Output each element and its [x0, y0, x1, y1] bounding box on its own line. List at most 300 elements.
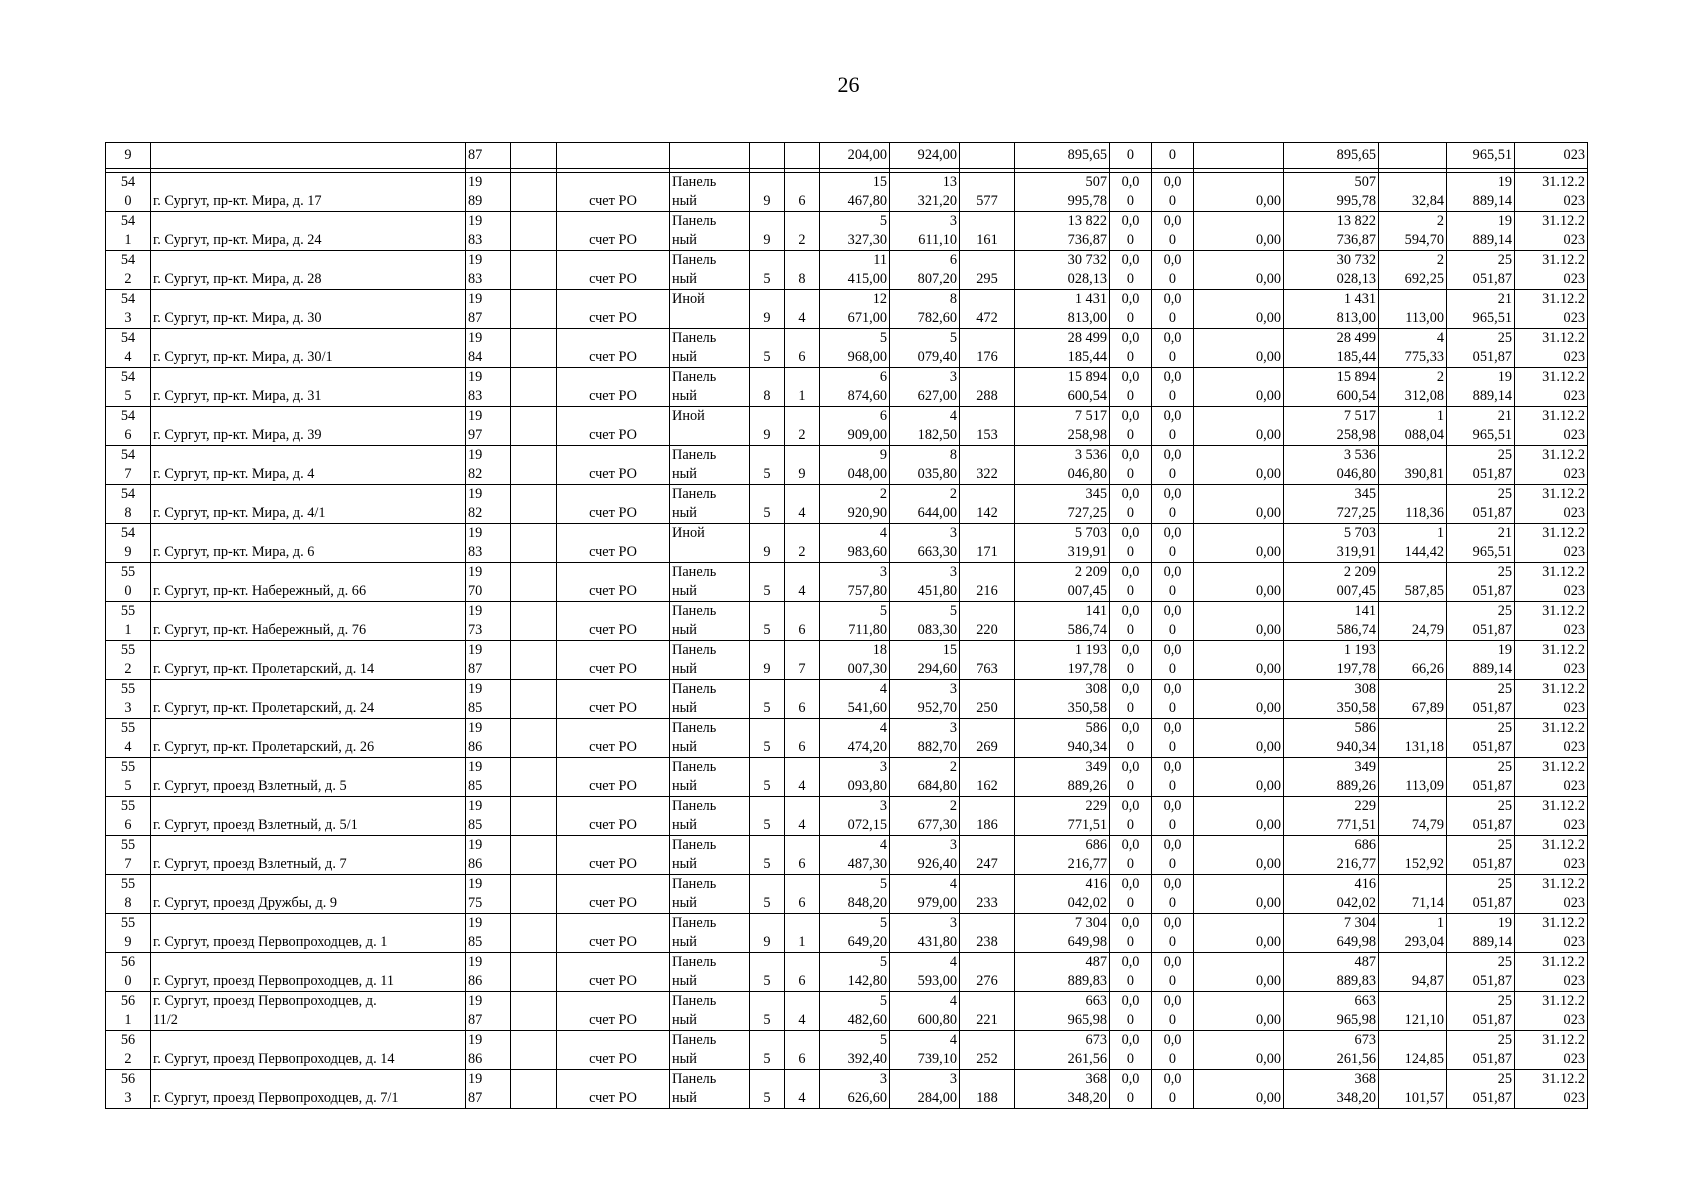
cell-residents: 269 [960, 719, 1015, 758]
cell-cost-a: 0,0 0 [1110, 992, 1152, 1031]
cell-cost-b: 0,0 0 [1152, 602, 1194, 641]
cell-fund-method: счет РО [557, 329, 670, 368]
cell-total-area: 12 671,00 [820, 290, 890, 329]
cell-fund-method: счет РО [557, 563, 670, 602]
cell-total-area: 3 757,80 [820, 563, 890, 602]
cell-total-cost: 686 216,77 [1015, 836, 1110, 875]
cell-col-empty [511, 602, 557, 641]
table-row [106, 563, 1588, 602]
cell-living-area: 4 600,80 [890, 992, 960, 1031]
cell-max-unit-cost: 25 051,87 [1447, 602, 1515, 641]
cell-living-area: 924,00 [890, 143, 960, 169]
cell-residents: 220 [960, 602, 1015, 641]
cell-col-empty [511, 641, 557, 680]
cell-year-built: 19 83 [466, 212, 511, 251]
cell-deadline: 31.12.2 023 [1515, 407, 1588, 446]
table-row [106, 758, 1588, 797]
cell-residents: 233 [960, 875, 1015, 914]
cell-wall-material: Панель ный [670, 836, 750, 875]
table-body [106, 143, 1588, 1109]
cell-cost-b: 0 [1152, 143, 1194, 169]
cell-year-built: 19 86 [466, 953, 511, 992]
cell-row-number: 54 8 [106, 485, 151, 524]
table-row [106, 1070, 1588, 1109]
cell-fund-method: счет РО [557, 485, 670, 524]
table-row [106, 602, 1588, 641]
cell-entrances: 8 [785, 251, 820, 290]
cell-max-unit-cost: 25 051,87 [1447, 992, 1515, 1031]
cell-row-number: 55 9 [106, 914, 151, 953]
cell-total-cost: 13 822 736,87 [1015, 212, 1110, 251]
cell-total-cost: 5 703 319,91 [1015, 524, 1110, 563]
cell-entrances: 7 [785, 641, 820, 680]
cell-fund-method: счет РО [557, 758, 670, 797]
cell-cost-total: 308 350,58 [1284, 680, 1379, 719]
table-row [106, 173, 1588, 212]
cell-deadline: 31.12.2 023 [1515, 992, 1588, 1031]
cell-cost-total: 13 822 736,87 [1284, 212, 1379, 251]
cell-cost-a: 0,0 0 [1110, 758, 1152, 797]
cell-cost-c: 0,00 [1194, 875, 1284, 914]
cell-residents: 176 [960, 329, 1015, 368]
cell-deadline: 31.12.2 023 [1515, 602, 1588, 641]
cell-cost-total: 895,65 [1284, 143, 1379, 169]
cell-total-cost: 308 350,58 [1015, 680, 1110, 719]
cell-col-empty [511, 680, 557, 719]
cell-address: г. Сургут, пр-кт. Пролетарский, д. 26 [151, 719, 466, 758]
cell-address: г. Сургут, пр-кт. Мира, д. 28 [151, 251, 466, 290]
cell-cost-c [1194, 143, 1284, 169]
table-row [106, 329, 1588, 368]
cell-cost-b: 0,0 0 [1152, 290, 1194, 329]
cell-max-unit-cost: 25 051,87 [1447, 836, 1515, 875]
cell-unit-cost: 24,79 [1379, 602, 1447, 641]
cell-address: г. Сургут, пр-кт. Пролетарский, д. 14 [151, 641, 466, 680]
cell-fund-method: счет РО [557, 797, 670, 836]
cell-deadline: 31.12.2 023 [1515, 251, 1588, 290]
cell-fund-method: счет РО [557, 173, 670, 212]
cell-unit-cost: 67,89 [1379, 680, 1447, 719]
table-row [106, 641, 1588, 680]
cell-entrances: 9 [785, 446, 820, 485]
cell-address: г. Сургут, проезд Дружбы, д. 9 [151, 875, 466, 914]
cell-cost-total: 7 517 258,98 [1284, 407, 1379, 446]
table-row [106, 953, 1588, 992]
cell-entrances: 6 [785, 173, 820, 212]
cell-living-area: 3 663,30 [890, 524, 960, 563]
table-row [106, 992, 1588, 1031]
cell-cost-total: 368 348,20 [1284, 1070, 1379, 1109]
cell-deadline: 31.12.2 023 [1515, 563, 1588, 602]
cell-row-number: 55 2 [106, 641, 151, 680]
cell-deadline: 31.12.2 023 [1515, 368, 1588, 407]
cell-cost-a: 0,0 0 [1110, 407, 1152, 446]
cell-year-built: 19 85 [466, 914, 511, 953]
cell-year-built: 19 70 [466, 563, 511, 602]
cell-residents: 247 [960, 836, 1015, 875]
cell-cost-b: 0,0 0 [1152, 407, 1194, 446]
cell-year-built: 19 87 [466, 290, 511, 329]
cell-wall-material: Иной [670, 290, 750, 329]
cell-cost-a: 0,0 0 [1110, 485, 1152, 524]
cell-col-empty [511, 758, 557, 797]
cell-unit-cost: 94,87 [1379, 953, 1447, 992]
cell-fund-method: счет РО [557, 992, 670, 1031]
cell-entrances: 4 [785, 485, 820, 524]
cell-residents: 142 [960, 485, 1015, 524]
cell-cost-total: 349 889,26 [1284, 758, 1379, 797]
cell-residents: 216 [960, 563, 1015, 602]
cell-cost-c: 0,00 [1194, 641, 1284, 680]
cell-residents: 162 [960, 758, 1015, 797]
cell-living-area: 3 926,40 [890, 836, 960, 875]
cell-fund-method: счет РО [557, 368, 670, 407]
cell-fund-method: счет РО [557, 251, 670, 290]
cell-total-cost: 507 995,78 [1015, 173, 1110, 212]
cell-col-empty [511, 485, 557, 524]
cell-max-unit-cost: 25 051,87 [1447, 875, 1515, 914]
cell-cost-a: 0,0 0 [1110, 173, 1152, 212]
cell-total-cost: 895,65 [1015, 143, 1110, 169]
cell-address: г. Сургут, проезд Взлетный, д. 7 [151, 836, 466, 875]
cell-deadline: 31.12.2 023 [1515, 173, 1588, 212]
cell-col-empty [511, 875, 557, 914]
cell-unit-cost: 71,14 [1379, 875, 1447, 914]
cell-col-empty [511, 329, 557, 368]
cell-wall-material: Панель ный [670, 329, 750, 368]
cell-wall-material: Панель ный [670, 446, 750, 485]
cell-wall-material: Панель ный [670, 563, 750, 602]
cell-cost-a: 0,0 0 [1110, 329, 1152, 368]
cell-residents: 276 [960, 953, 1015, 992]
cell-fund-method: счет РО [557, 680, 670, 719]
cell-cost-total: 141 586,74 [1284, 602, 1379, 641]
cell-total-area: 9 048,00 [820, 446, 890, 485]
cell-col-empty [511, 797, 557, 836]
cell-total-area: 5 968,00 [820, 329, 890, 368]
cell-unit-cost: 101,57 [1379, 1070, 1447, 1109]
cell-row-number: 55 6 [106, 797, 151, 836]
table-row [106, 836, 1588, 875]
cell-floors: 9 [750, 641, 785, 680]
cell-wall-material: Панель ный [670, 368, 750, 407]
cell-floors: 5 [750, 563, 785, 602]
cell-max-unit-cost: 19 889,14 [1447, 173, 1515, 212]
cell-col-empty [511, 143, 557, 169]
cell-floors: 5 [750, 485, 785, 524]
cell-fund-method [557, 143, 670, 169]
cell-cost-b: 0,0 0 [1152, 953, 1194, 992]
cell-address: г. Сургут, проезд Первопроходцев, д. 14 [151, 1031, 466, 1070]
cell-cost-b: 0,0 0 [1152, 1070, 1194, 1109]
cell-total-cost: 349 889,26 [1015, 758, 1110, 797]
cell-cost-c: 0,00 [1194, 563, 1284, 602]
cell-deadline: 31.12.2 023 [1515, 875, 1588, 914]
cell-deadline: 31.12.2 023 [1515, 797, 1588, 836]
cell-residents: 161 [960, 212, 1015, 251]
cell-address: г. Сургут, проезд Первопроходцев, д. 7/1 [151, 1070, 466, 1109]
table-row [106, 143, 1588, 169]
cell-total-cost: 28 499 185,44 [1015, 329, 1110, 368]
cell-year-built: 19 82 [466, 485, 511, 524]
cell-wall-material: Панель ный [670, 719, 750, 758]
cell-cost-c: 0,00 [1194, 680, 1284, 719]
cell-unit-cost: 1 088,04 [1379, 407, 1447, 446]
cell-living-area: 5 083,30 [890, 602, 960, 641]
cell-living-area: 3 611,10 [890, 212, 960, 251]
cell-wall-material: Панель ный [670, 953, 750, 992]
cell-floors: 8 [750, 368, 785, 407]
cell-living-area: 3 882,70 [890, 719, 960, 758]
cell-total-area: 15 467,80 [820, 173, 890, 212]
cell-max-unit-cost: 25 051,87 [1447, 719, 1515, 758]
cell-unit-cost: 113,09 [1379, 758, 1447, 797]
cell-fund-method: счет РО [557, 953, 670, 992]
cell-living-area: 3 431,80 [890, 914, 960, 953]
cell-max-unit-cost: 25 051,87 [1447, 1070, 1515, 1109]
cell-cost-total: 2 209 007,45 [1284, 563, 1379, 602]
cell-total-cost: 673 261,56 [1015, 1031, 1110, 1070]
cell-col-empty [511, 563, 557, 602]
cell-deadline: 31.12.2 023 [1515, 758, 1588, 797]
cell-deadline: 31.12.2 023 [1515, 446, 1588, 485]
cell-fund-method: счет РО [557, 602, 670, 641]
cell-floors: 9 [750, 407, 785, 446]
cell-cost-total: 229 771,51 [1284, 797, 1379, 836]
cell-col-empty [511, 212, 557, 251]
cell-residents: 322 [960, 446, 1015, 485]
cell-cost-c: 0,00 [1194, 290, 1284, 329]
cell-row-number: 55 7 [106, 836, 151, 875]
cell-unit-cost: 2 594,70 [1379, 212, 1447, 251]
cell-wall-material: Панель ный [670, 797, 750, 836]
cell-cost-a: 0,0 0 [1110, 251, 1152, 290]
cell-total-area: 3 093,80 [820, 758, 890, 797]
cell-total-cost: 15 894 600,54 [1015, 368, 1110, 407]
cell-total-area: 4 541,60 [820, 680, 890, 719]
cell-wall-material: Панель ный [670, 680, 750, 719]
cell-cost-c: 0,00 [1194, 368, 1284, 407]
cell-year-built: 19 82 [466, 446, 511, 485]
cell-floors: 5 [750, 953, 785, 992]
cell-unit-cost [1379, 143, 1447, 169]
cell-cost-a: 0,0 0 [1110, 680, 1152, 719]
cell-total-area: 4 474,20 [820, 719, 890, 758]
cell-row-number: 55 3 [106, 680, 151, 719]
cell-cost-total: 1 431 813,00 [1284, 290, 1379, 329]
cell-living-area: 3 627,00 [890, 368, 960, 407]
cell-living-area: 5 079,40 [890, 329, 960, 368]
cell-living-area: 15 294,60 [890, 641, 960, 680]
housing-register-table [105, 142, 1588, 1109]
cell-cost-b: 0,0 0 [1152, 992, 1194, 1031]
cell-fund-method: счет РО [557, 641, 670, 680]
cell-col-empty [511, 290, 557, 329]
cell-wall-material: Панель ный [670, 1070, 750, 1109]
cell-cost-b: 0,0 0 [1152, 563, 1194, 602]
cell-year-built: 87 [466, 143, 511, 169]
cell-cost-c: 0,00 [1194, 992, 1284, 1031]
cell-deadline: 31.12.2 023 [1515, 680, 1588, 719]
cell-cost-total: 3 536 046,80 [1284, 446, 1379, 485]
cell-fund-method: счет РО [557, 524, 670, 563]
cell-row-number: 54 7 [106, 446, 151, 485]
cell-unit-cost: 131,18 [1379, 719, 1447, 758]
cell-residents: 186 [960, 797, 1015, 836]
cell-cost-a: 0,0 0 [1110, 875, 1152, 914]
cell-cost-a: 0,0 0 [1110, 797, 1152, 836]
cell-address: г. Сургут, проезд Взлетный, д. 5 [151, 758, 466, 797]
cell-floors [750, 143, 785, 169]
cell-cost-b: 0,0 0 [1152, 329, 1194, 368]
cell-wall-material: Панель ный [670, 602, 750, 641]
cell-total-cost: 229 771,51 [1015, 797, 1110, 836]
cell-residents: 252 [960, 1031, 1015, 1070]
cell-total-area: 5 711,80 [820, 602, 890, 641]
cell-cost-total: 15 894 600,54 [1284, 368, 1379, 407]
cell-entrances: 1 [785, 368, 820, 407]
cell-address: г. Сургут, пр-кт. Мира, д. 24 [151, 212, 466, 251]
cell-cost-b: 0,0 0 [1152, 251, 1194, 290]
cell-address: г. Сургут, пр-кт. Мира, д. 4/1 [151, 485, 466, 524]
cell-cost-a: 0,0 0 [1110, 563, 1152, 602]
cell-total-cost: 416 042,02 [1015, 875, 1110, 914]
cell-fund-method: счет РО [557, 836, 670, 875]
cell-cost-b: 0,0 0 [1152, 173, 1194, 212]
cell-cost-c: 0,00 [1194, 797, 1284, 836]
cell-total-area: 3 626,60 [820, 1070, 890, 1109]
cell-wall-material [670, 143, 750, 169]
cell-entrances: 6 [785, 719, 820, 758]
cell-cost-total: 686 216,77 [1284, 836, 1379, 875]
cell-deadline: 31.12.2 023 [1515, 524, 1588, 563]
cell-address: г. Сургут, пр-кт. Пролетарский, д. 24 [151, 680, 466, 719]
cell-col-empty [511, 524, 557, 563]
cell-deadline: 31.12.2 023 [1515, 290, 1588, 329]
cell-entrances: 6 [785, 875, 820, 914]
cell-max-unit-cost: 19 889,14 [1447, 212, 1515, 251]
cell-total-area: 6 909,00 [820, 407, 890, 446]
cell-row-number: 54 5 [106, 368, 151, 407]
table-row [106, 680, 1588, 719]
cell-row-number: 55 5 [106, 758, 151, 797]
cell-deadline: 31.12.2 023 [1515, 641, 1588, 680]
cell-cost-total: 28 499 185,44 [1284, 329, 1379, 368]
cell-wall-material: Панель ный [670, 173, 750, 212]
cell-living-area: 8 782,60 [890, 290, 960, 329]
cell-residents: 472 [960, 290, 1015, 329]
cell-cost-total: 30 732 028,13 [1284, 251, 1379, 290]
cell-fund-method: счет РО [557, 1070, 670, 1109]
cell-entrances: 6 [785, 680, 820, 719]
cell-address [151, 143, 466, 169]
cell-cost-c: 0,00 [1194, 1070, 1284, 1109]
cell-max-unit-cost: 25 051,87 [1447, 1031, 1515, 1070]
cell-col-empty [511, 1070, 557, 1109]
cell-cost-c: 0,00 [1194, 836, 1284, 875]
cell-living-area: 3 451,80 [890, 563, 960, 602]
cell-cost-total: 7 304 649,98 [1284, 914, 1379, 953]
cell-col-empty [511, 914, 557, 953]
cell-floors: 5 [750, 758, 785, 797]
cell-floors: 5 [750, 446, 785, 485]
cell-cost-total: 5 703 319,91 [1284, 524, 1379, 563]
cell-entrances [785, 143, 820, 169]
cell-year-built: 19 85 [466, 758, 511, 797]
cell-deadline: 31.12.2 023 [1515, 485, 1588, 524]
cell-year-built: 19 83 [466, 524, 511, 563]
cell-cost-a: 0,0 0 [1110, 641, 1152, 680]
cell-row-number: 54 2 [106, 251, 151, 290]
cell-cost-total: 416 042,02 [1284, 875, 1379, 914]
cell-address: г. Сургут, проезд Первопроходцев, д. 1 [151, 914, 466, 953]
cell-cost-total: 1 193 197,78 [1284, 641, 1379, 680]
table-row [106, 368, 1588, 407]
cell-fund-method: счет РО [557, 290, 670, 329]
cell-year-built: 19 89 [466, 173, 511, 212]
cell-residents: 171 [960, 524, 1015, 563]
cell-deadline: 023 [1515, 143, 1588, 169]
cell-fund-method: счет РО [557, 212, 670, 251]
cell-cost-c: 0,00 [1194, 446, 1284, 485]
cell-total-area: 5 848,20 [820, 875, 890, 914]
cell-max-unit-cost: 25 051,87 [1447, 251, 1515, 290]
cell-cost-total: 345 727,25 [1284, 485, 1379, 524]
cell-living-area: 4 593,00 [890, 953, 960, 992]
cell-residents: 238 [960, 914, 1015, 953]
cell-year-built: 19 87 [466, 641, 511, 680]
cell-cost-b: 0,0 0 [1152, 485, 1194, 524]
cell-cost-b: 0,0 0 [1152, 368, 1194, 407]
cell-wall-material: Панель ный [670, 641, 750, 680]
cell-entrances: 6 [785, 1031, 820, 1070]
cell-cost-a: 0,0 0 [1110, 602, 1152, 641]
cell-wall-material: Панель ный [670, 485, 750, 524]
cell-year-built: 19 75 [466, 875, 511, 914]
cell-wall-material: Иной [670, 407, 750, 446]
table-row [106, 290, 1588, 329]
cell-col-empty [511, 719, 557, 758]
cell-col-empty [511, 173, 557, 212]
cell-wall-material: Панель ный [670, 212, 750, 251]
cell-cost-a: 0,0 0 [1110, 914, 1152, 953]
cell-cost-a: 0,0 0 [1110, 524, 1152, 563]
cell-living-area: 4 739,10 [890, 1031, 960, 1070]
cell-deadline: 31.12.2 023 [1515, 212, 1588, 251]
cell-living-area: 2 684,80 [890, 758, 960, 797]
cell-entrances: 4 [785, 797, 820, 836]
cell-total-area: 18 007,30 [820, 641, 890, 680]
cell-fund-method: счет РО [557, 875, 670, 914]
cell-total-area: 5 142,80 [820, 953, 890, 992]
cell-total-area: 5 392,40 [820, 1031, 890, 1070]
cell-cost-c: 0,00 [1194, 251, 1284, 290]
cell-cost-b: 0,0 0 [1152, 914, 1194, 953]
cell-total-cost: 3 536 046,80 [1015, 446, 1110, 485]
cell-total-cost: 368 348,20 [1015, 1070, 1110, 1109]
cell-year-built: 19 87 [466, 1070, 511, 1109]
cell-row-number: 56 3 [106, 1070, 151, 1109]
cell-max-unit-cost: 25 051,87 [1447, 680, 1515, 719]
cell-wall-material: Панель ный [670, 251, 750, 290]
cell-year-built: 19 86 [466, 1031, 511, 1070]
cell-max-unit-cost: 25 051,87 [1447, 953, 1515, 992]
cell-living-area: 4 182,50 [890, 407, 960, 446]
cell-floors: 5 [750, 680, 785, 719]
table-row [106, 875, 1588, 914]
cell-entrances: 4 [785, 1070, 820, 1109]
cell-entrances: 2 [785, 407, 820, 446]
